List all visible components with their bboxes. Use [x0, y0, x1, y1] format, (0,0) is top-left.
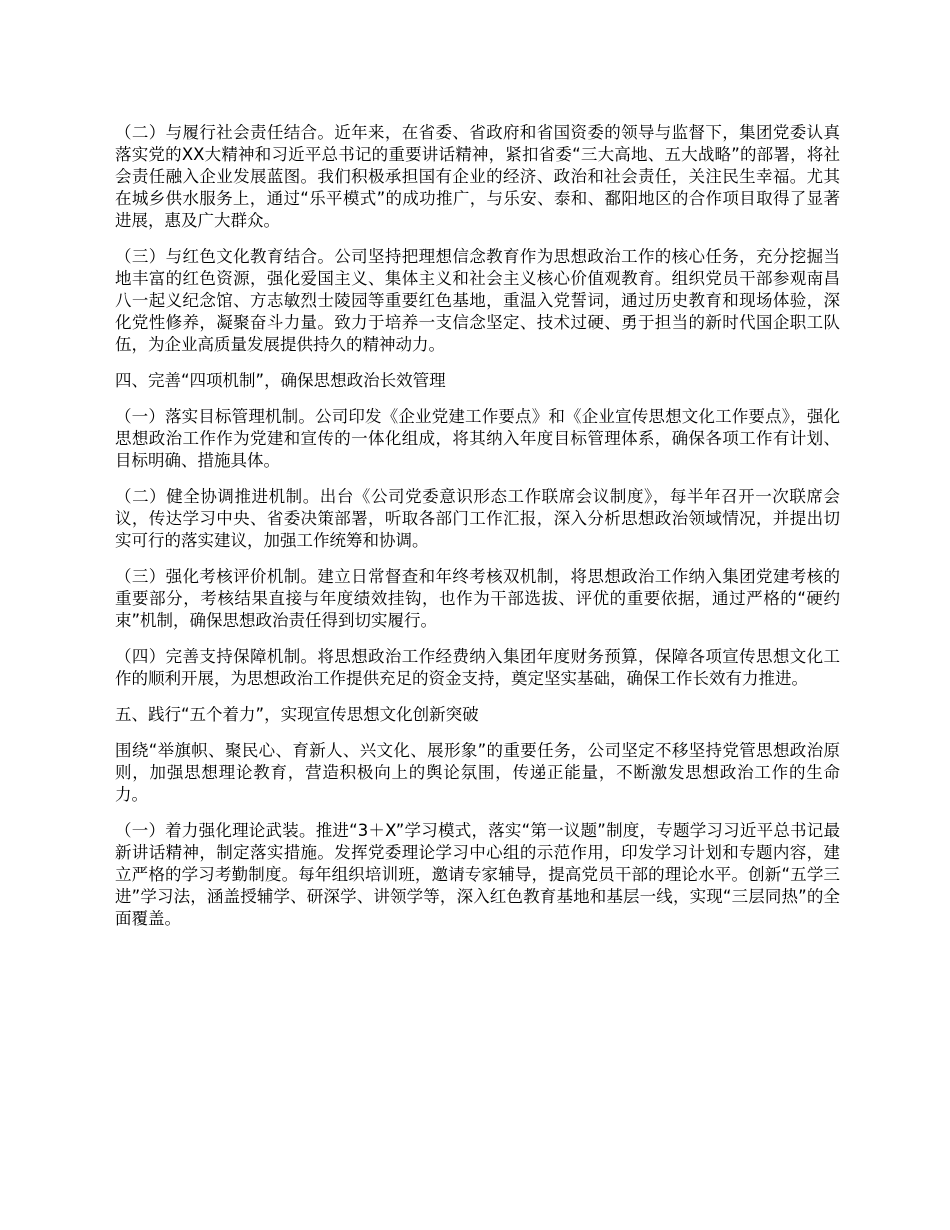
document-page — [115, 122, 840, 944]
paragraph-target-management: （一）落实目标管理机制。公司印发《企业党建工作要点》和《企业宣传思想文化工作要点》，强化思想政治工作作为党建和宣传的一体化组成，将其纳入年度目标管理体系，确保各项工作有计划、目标明确、措施具体。 — [115, 407, 840, 470]
section-heading-four-mechanisms: 四、完善“四项机制”，确保思想政治长效管理 — [115, 371, 446, 390]
paragraph-assessment-mechanism: （三）强化考核评价机制。建立日常督查和年终考核双机制，将思想政治工作纳入集团党建考核的重要部分，考核结果直接与年度绩效挂钩，也作为干部选拔、评优的重要依据，通过严格的“硬约束”机制，确保思想政治责任得到切实履行。 — [115, 567, 840, 630]
paragraph-core-tasks: 围绕“举旗帜、聚民心、育新人、兴文化、展形象”的重要任务，公司坚定不移坚持党管思想政治原则，加强思想理论教育，营造积极向上的舆论氛围，传递正能量，不断激发思想政治工作的生命力。 — [115, 741, 840, 804]
paragraph-red-culture-education: （三）与红色文化教育结合。公司坚持把理想信念教育作为思想政治工作的核心任务，充分挖掘当地丰富的红色资源，强化爱国主义、集体主义和社会主义核心价值观教育。组织党员干部参观南昌八一起义纪念馆、方志敏烈士陵园等重要红色基地，重温入党誓词，通过历史教育和现场体验，深化党性修养，凝聚奋斗力量。致力于培养一支信念坚定、技术过硬、勇于担当的新时代国企职工队伍，为企业高质量发展提供持久的精神动力。 — [115, 247, 840, 354]
paragraph-social-responsibility: （二）与履行社会责任结合。近年来，在省委、省政府和省国资委的领导与监督下，集团党委认真落实党的XX大精神和习近平总书记的重要讲话精神，紧扣省委“三大高地、五大战略”的部署，将社会责任融入企业发展蓝图。我们积极承担国有企业的经济、政治和社会责任，关注民生幸福。尤其在城乡供水服务上，通过“乐平模式”的成功推广，与乐安、泰和、鄱阳地区的合作项目取得了显著进展，惠及广大群众。 — [115, 123, 840, 230]
section-heading-five-efforts: 五、践行“五个着力”，实现宣传思想文化创新突破 — [115, 705, 479, 724]
paragraph-support-mechanism: （四）完善支持保障机制。将思想政治工作经费纳入集团年度财务预算，保障各项宣传思想文化工作的顺利开展，为思想政治工作提供充足的资金支持，奠定坚实基础，确保工作长效有力推进。 — [115, 647, 840, 688]
paragraph-coordination-mechanism: （二）健全协调推进机制。出台《公司党委意识形态工作联席会议制度》，每半年召开一次联席会议，传达学习中央、省委决策部署，听取各部门工作汇报，深入分析思想政治领域情况，并提出切实可行的落实建议，加强工作统筹和协调。 — [115, 487, 840, 550]
paragraph-theory-study: （一）着力强化理论武装。推进“3＋X”学习模式，落实“第一议题”制度，专题学习习近平总书记最新讲话精神，制定落实措施。发挥党委理论学习中心组的示范作用，印发学习计划和专题内容，建立严格的学习考勤制度。每年组织培训班，邀请专家辅导，提高党员干部的理论水平。创新“五学三进”学习法，涵盖授辅学、研深学、讲领学等，深入红色教育基地和基层一线，实现“三层同热”的全面覆盖。 — [115, 821, 840, 928]
